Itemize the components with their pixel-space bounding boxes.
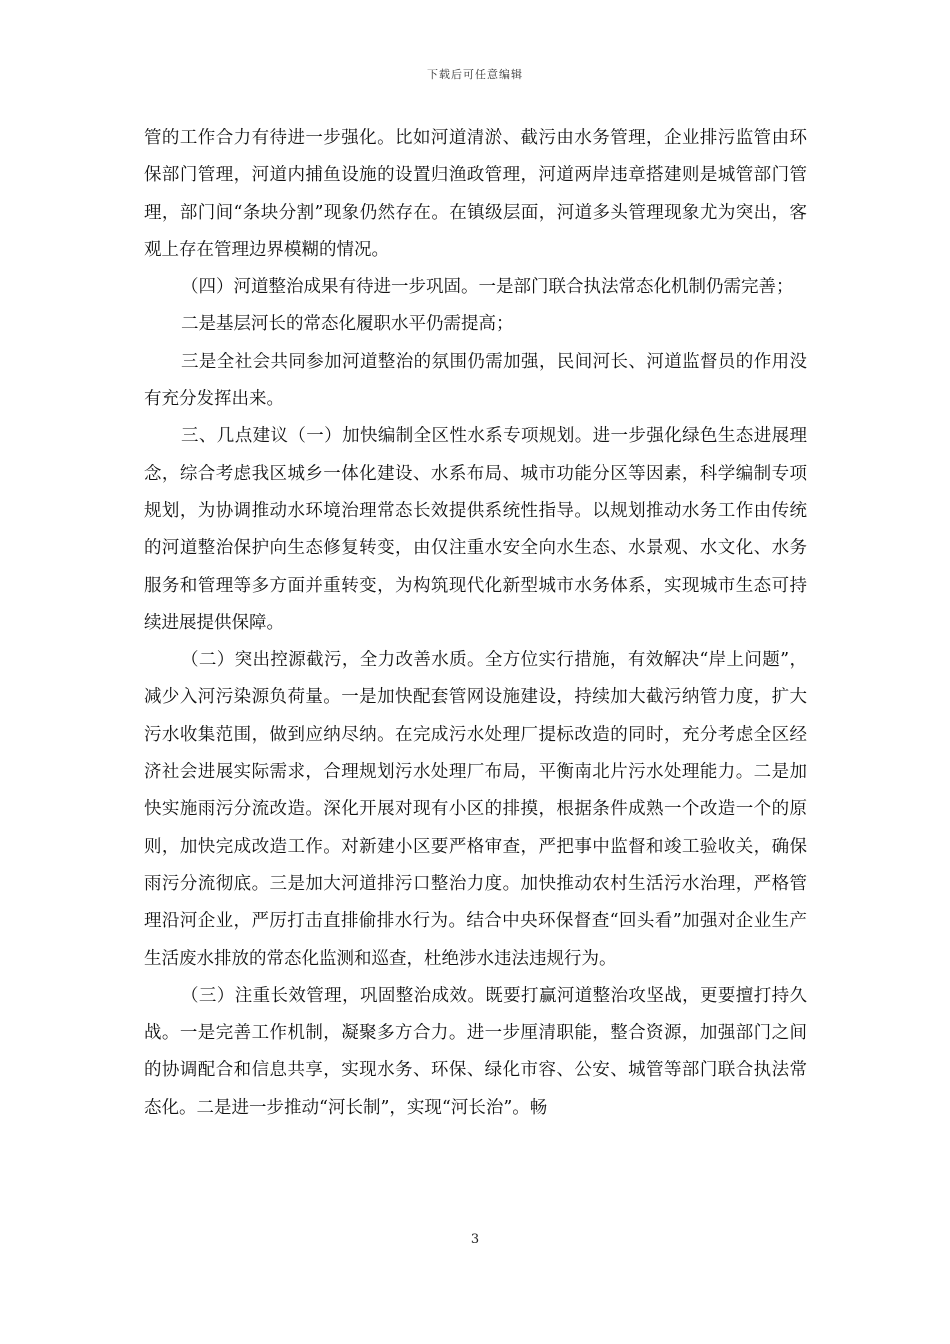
paragraph-suggestion-one: 三、几点建议（一）加快编制全区性水系专项规划。进一步强化绿色生态进展理念，综合考虑我区城乡一体化建设、水系布局、城市功能分区等因素，科学编制专项规划，为协调推动水环境治理常态长效提供系统性指导。以规划推动水务工作由传统的河道整治保护向生态修复转变，由仅注重水安全向水生态、水景观、水文化、水务服务和管理等多方面并重转变，为构筑现代化新型城市水务体系，实现城市生态可持续进展提供保障。 [144, 426, 807, 633]
paragraph-point-two: 二是基层河长的常态化履职水平仍需提高； [181, 314, 514, 335]
paragraph-suggestion-two: （二）突出控源截污，全力改善水质。全方位实行措施，有效解决“岸上问题”，减少入河污染源负荷量。一是加快配套管网设施建设，持续加大截污纳管力度，扩大污水收集范围，做到应纳尽纳。在完成污水处理厂提标改造的同时，充分考虑全区经济社会进展实际需求，合理规划污水处理厂布局，平衡南北片污水处理能力。二是加快实施雨污分流改造。深化开展对现有小区的排摸，根据条件成熟一个改造一个的原则，加快完成改造工作。对新建小区要严格审查，严把事中监督和竣工验收关，确保雨污分流彻底。三是加大河道排污口整治力度。加快推动农村生活污水治理，严格管理沿河企业，严厉打击直排偷排水行为。结合中央环保督查“回头看”加强对企业生产生活废水排放的常态化监测和巡查，杜绝涉水违法违规行为。 [144, 650, 807, 969]
document-body [144, 120, 807, 1127]
page-header: 下载后可任意编辑 [427, 68, 523, 81]
paragraph-section-four: （四）河道整治成果有待进一步巩固。一是部门联合执法常态化机制仍需完善； [181, 277, 794, 298]
paragraph-continuation: 管的工作合力有待进一步强化。比如河道清淤、截污由水务管理，企业排污监管由环保部门管理，河道内捕鱼设施的设置归渔政管理，河道两岸违章搭建则是城管部门管理，部门间“条块分割”现象仍然存在。在镇级层面，河道多头管理现象尤为突出，客观上存在管理边界模糊的情况。 [144, 128, 807, 260]
page-number: 3 [470, 1232, 480, 1247]
paragraph-suggestion-three: （三）注重长效管理，巩固整治成效。既要打赢河道整治攻坚战，更要擅打持久战。一是完善工作机制，凝聚多方合力。进一步厘清职能，整合资源，加强部门之间的协调配合和信息共享，实现水务、环保、绿化市容、公安、城管等部门联合执法常态化。二是进一步推动“河长制”，实现“河长治”。畅 [144, 985, 807, 1118]
paragraph-point-three: 三是全社会共同参加河道整治的氛围仍需加强，民间河长、河道监督员的作用没有充分发挥出来。 [144, 351, 807, 410]
